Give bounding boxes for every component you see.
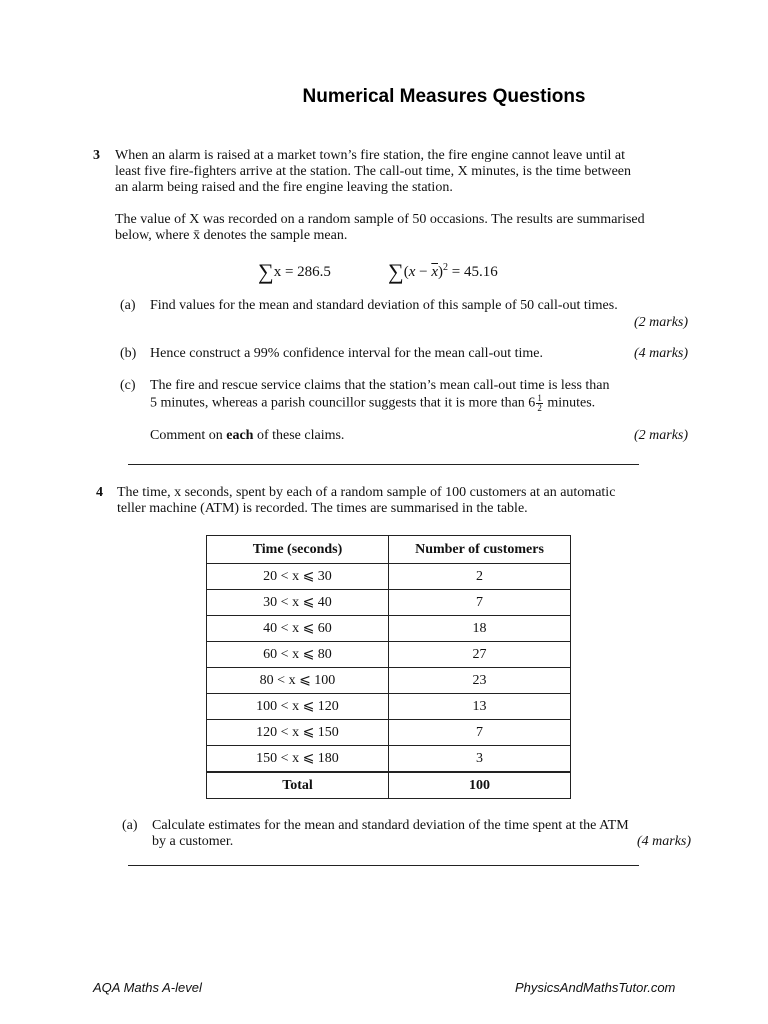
- part-c-line: [150, 394, 710, 412]
- time-cell: 20 < x ⩽ 30: [207, 564, 389, 590]
- count-cell: 3: [389, 746, 571, 773]
- q4-part-a-line: by a customer.: [152, 834, 234, 849]
- table-row: [207, 642, 571, 668]
- count-cell: 7: [389, 720, 571, 746]
- question-3-number: 3: [93, 148, 100, 163]
- question-3-sample-line: The value of X was recorded on a random sample of 50 occasions. The results are summarised: [115, 212, 645, 227]
- sigma-symbol-icon: ∑: [258, 259, 274, 284]
- count-cell: 7: [389, 590, 571, 616]
- footer-left: AQA Maths A-level: [93, 980, 202, 995]
- customers-time-table: [206, 535, 571, 799]
- part-c-line2-start: 5 minutes, whereas a parish councillor suggests that it is more than 6: [150, 395, 536, 411]
- count-cell: 27: [389, 642, 571, 668]
- time-cell: 120 < x ⩽ 150: [207, 720, 389, 746]
- footer-right: PhysicsAndMathsTutor.com: [515, 980, 676, 995]
- part-c-line2-end: minutes.: [543, 395, 596, 411]
- comment-end: of these claims.: [253, 428, 345, 443]
- part-c-label: (c): [120, 378, 136, 393]
- question-3-intro-line: When an alarm is raised at a market town’s fire station, the fire engine cannot leave until at: [115, 148, 626, 163]
- time-cell: 30 < x ⩽ 40: [207, 590, 389, 616]
- half-fraction: $\frac{1}{2}$: [537, 393, 542, 413]
- table-total-row: [207, 772, 571, 799]
- question-3-sample-text: [115, 212, 705, 244]
- table-row: [207, 564, 571, 590]
- sum-squares-formula: $\sum(x - \overline{x})^2 = 45.16$: [388, 259, 498, 284]
- time-cell: 80 < x ⩽ 100: [207, 668, 389, 694]
- time-cell: 60 < x ⩽ 80: [207, 642, 389, 668]
- sum-squares-value: = 45.16: [451, 264, 498, 280]
- page-title: Numerical Measures Questions: [302, 86, 586, 107]
- q4-part-a-text: [152, 818, 712, 850]
- table-row: [207, 590, 571, 616]
- comment-start: Comment on: [150, 428, 227, 443]
- part-a-label: (a): [120, 298, 136, 313]
- time-cell: 150 < x ⩽ 180: [207, 746, 389, 773]
- question-3-intro: [115, 148, 705, 196]
- sum-x-formula: [258, 259, 331, 285]
- count-cell: 18: [389, 616, 571, 642]
- question-4-number: 4: [96, 485, 103, 500]
- count-cell: 2: [389, 564, 571, 590]
- question-4-intro-line: teller machine (ATM) is recorded. The times are summarised in the table.: [117, 501, 528, 516]
- question-3-sample-line: below, where x̄ denotes the sample mean.: [115, 228, 348, 243]
- part-a-text: Find values for the mean and standard deviation of this sample of 50 call-out times.: [150, 298, 618, 313]
- q4-part-a-marks: (4 marks): [637, 834, 692, 849]
- divider-line: [128, 464, 639, 465]
- q4-part-a-label: (a): [122, 818, 138, 833]
- count-cell: 13: [389, 694, 571, 720]
- part-a-marks: (2 marks): [634, 315, 689, 330]
- table-row: [207, 616, 571, 642]
- part-b-label: (b): [120, 346, 137, 361]
- table-row: [207, 746, 571, 773]
- question-4-intro: [117, 485, 707, 517]
- time-cell: 100 < x ⩽ 120: [207, 694, 389, 720]
- column-header-customers: Number of customers: [389, 536, 571, 564]
- comment-bold-word: each: [226, 428, 254, 443]
- sigma-symbol-icon: ∑: [388, 259, 404, 284]
- part-b-marks: (4 marks): [634, 346, 689, 361]
- column-header-time: Time (seconds): [207, 536, 389, 564]
- part-b-text: Hence construct a 99% confidence interval for the mean call-out time.: [150, 346, 543, 361]
- sum-x-text: x = 286.5: [273, 264, 331, 280]
- table-row: [207, 720, 571, 746]
- question-3-intro-line: least five fire-fighters arrive at the station. The call-out time, X minutes, is the time between: [115, 164, 632, 179]
- table-row: [207, 694, 571, 720]
- count-cell: 23: [389, 668, 571, 694]
- q4-part-a-line: Calculate estimates for the mean and standard deviation of the time spent at the ATM: [152, 818, 629, 833]
- question-4-intro-line: The time, x seconds, spent by each of a random sample of 100 customers at an automatic: [117, 485, 616, 500]
- table-row: [207, 668, 571, 694]
- part-c-text: [150, 378, 710, 412]
- time-cell: 40 < x ⩽ 60: [207, 616, 389, 642]
- question-3-intro-line: an alarm being raised and the fire engine leaving the station.: [115, 180, 453, 195]
- part-c-marks: (2 marks): [634, 428, 689, 443]
- total-value-cell: 100: [389, 772, 571, 799]
- part-c-line: The fire and rescue service claims that the station’s mean call-out time is less than: [150, 378, 610, 393]
- part-c-comment: [150, 428, 610, 444]
- table-header-row: [207, 536, 571, 564]
- divider-line: [128, 865, 639, 866]
- total-label-cell: Total: [207, 772, 389, 799]
